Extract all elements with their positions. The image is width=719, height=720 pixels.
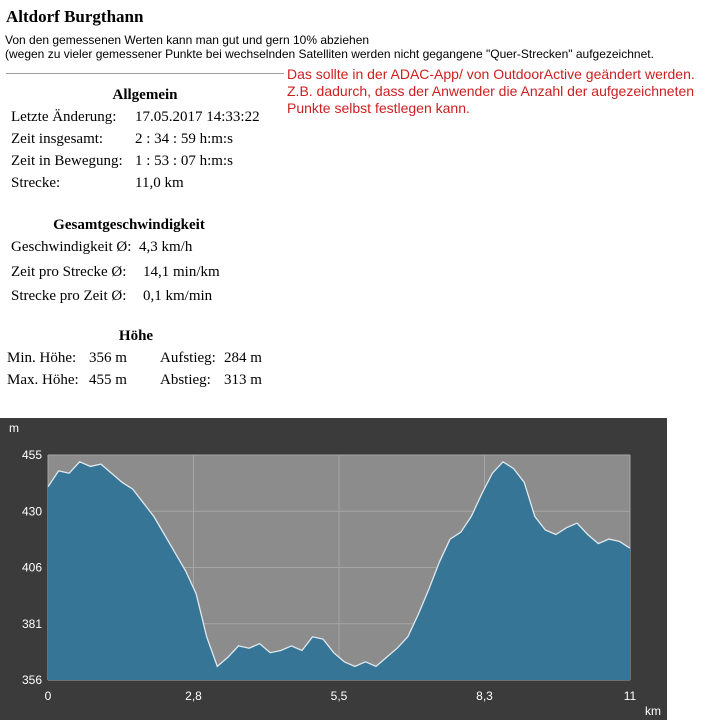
x-tick-label: 11 — [623, 689, 637, 703]
speed-value: 4,3 km/h — [139, 239, 193, 255]
comment-line-3: Punkte selbst festlegen kann. — [287, 100, 470, 116]
altitude-max-value: 455 m — [89, 372, 127, 388]
altitude-descent-label: Abstieg: — [160, 372, 211, 388]
comment-block — [287, 66, 695, 117]
speed-label: Geschwindigkeit Ø: — [11, 239, 132, 255]
page-title: Altdorf Burgthann — [6, 7, 144, 26]
general-value: 11,0 km — [135, 175, 184, 191]
altitude-max-label: Max. Höhe: — [7, 372, 79, 388]
x-tick-label: 8,3 — [476, 689, 493, 703]
speed-value: 0,1 km/min — [143, 288, 213, 304]
general-label: Letzte Änderung: — [11, 109, 117, 125]
x-tick-label: 5,5 — [330, 689, 348, 703]
general-heading: Allgemein — [112, 87, 178, 103]
note-line-2: (wegen zu vieler gemessener Punkte bei wechselnden Satelliten werden nicht gegangene "Quer-Strecken" aufgezeichnet. — [5, 47, 654, 61]
altitude-min-label: Min. Höhe: — [7, 350, 77, 366]
speed-value: 14,1 min/km — [143, 264, 220, 280]
general-value: 17.05.2017 14:33:22 — [135, 109, 260, 125]
altitude-ascent-value: 284 m — [224, 350, 262, 366]
altitude-ascent-label: Aufstieg: — [160, 350, 216, 366]
altitude-heading: Höhe — [118, 328, 154, 344]
note-line-1: Von den gemessenen Werten kann man gut und gern 10% abziehen — [5, 33, 370, 47]
general-value: 1 : 53 : 07 h:m:s — [135, 153, 233, 169]
y-tick-label: 381 — [22, 616, 43, 631]
y-tick-label: 406 — [22, 560, 43, 575]
y-tick-label: 356 — [22, 673, 43, 687]
general-label: Zeit in Bewegung: — [11, 153, 123, 169]
x-tick-label: 2,8 — [185, 689, 202, 703]
speed-heading: Gesamtgeschwindigkeit — [53, 217, 205, 233]
y-axis-unit: m — [9, 421, 19, 435]
altitude-descent-value: 313 m — [224, 372, 262, 388]
elevation-chart — [0, 418, 667, 720]
speed-label: Strecke pro Zeit Ø: — [11, 288, 127, 304]
general-value: 2 : 34 : 59 h:m:s — [135, 131, 233, 147]
x-tick-label: 0 — [44, 689, 52, 703]
comment-line-1: Das sollte in der ADAC-App/ von OutdoorActive geändert werden. — [287, 66, 695, 82]
y-tick-label: 430 — [22, 504, 43, 519]
general-label: Strecke: — [11, 175, 61, 191]
altitude-min-value: 356 m — [89, 350, 127, 366]
general-label: Zeit insgesamt: — [11, 131, 104, 147]
speed-label: Zeit pro Strecke Ø: — [11, 264, 127, 280]
divider — [6, 73, 284, 74]
x-axis-unit: km — [645, 704, 661, 718]
y-tick-label: 455 — [22, 448, 43, 462]
comment-line-2: Z.B. dadurch, dass der Anwender die Anzahl der aufgezeichneten — [287, 83, 695, 99]
elevation-chart-svg — [0, 418, 667, 720]
